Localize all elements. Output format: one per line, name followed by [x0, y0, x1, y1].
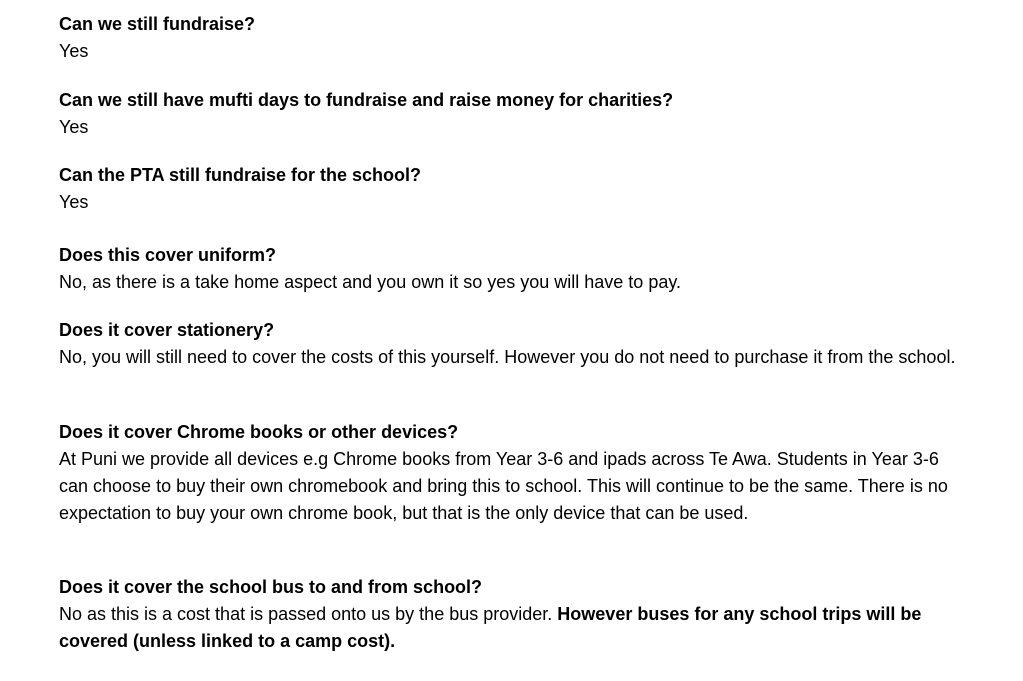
faq-answer — [59, 601, 959, 655]
faq-answer: At Puni we provide all devices e.g Chrome books from Year 3-6 and ipads across Te Awa. Students in Year 3-6 can choose to buy their own chromebook and bring this to school. This will continue to be the same. There is no expectation to buy your own chrome book, but that is the only device that can be used. — [59, 449, 948, 523]
faq-item-fundraise — [59, 11, 255, 65]
faq-question: Does this cover uniform? — [59, 245, 277, 265]
faq-item-mufti-days — [59, 87, 959, 141]
faq-question: Does it cover stationery? — [59, 320, 275, 340]
faq-item-stationery — [59, 317, 959, 371]
faq-answer: No, you will still need to cover the costs of this yourself. However you do not need to purchase it from the school. — [59, 347, 956, 367]
faq-answer: No, as there is a take home aspect and you own it so yes you will have to pay. — [59, 272, 682, 292]
faq-answer: Yes — [59, 117, 89, 137]
faq-item-pta — [59, 162, 959, 216]
faq-question: Does it cover the school bus to and from school? — [59, 577, 483, 597]
faq-question: Can we still fundraise? — [59, 14, 256, 34]
faq-question: Can the PTA still fundraise for the school? — [59, 165, 422, 185]
faq-item-school-bus — [59, 574, 959, 655]
faq-item-devices — [59, 419, 959, 527]
faq-question: Does it cover Chrome books or other devices? — [59, 422, 459, 442]
faq-answer: Yes — [59, 41, 89, 61]
faq-answer: Yes — [59, 192, 89, 212]
faq-item-uniform — [59, 242, 959, 296]
faq-answer-emphasis: However buses for any school trips will be covered (unless linked to a camp cost). — [59, 604, 922, 651]
faq-question: Can we still have mufti days to fundraise and raise money for charities? — [59, 90, 674, 110]
faq-answer-text: No as this is a cost that is passed onto us by the bus provider. — [59, 604, 553, 624]
